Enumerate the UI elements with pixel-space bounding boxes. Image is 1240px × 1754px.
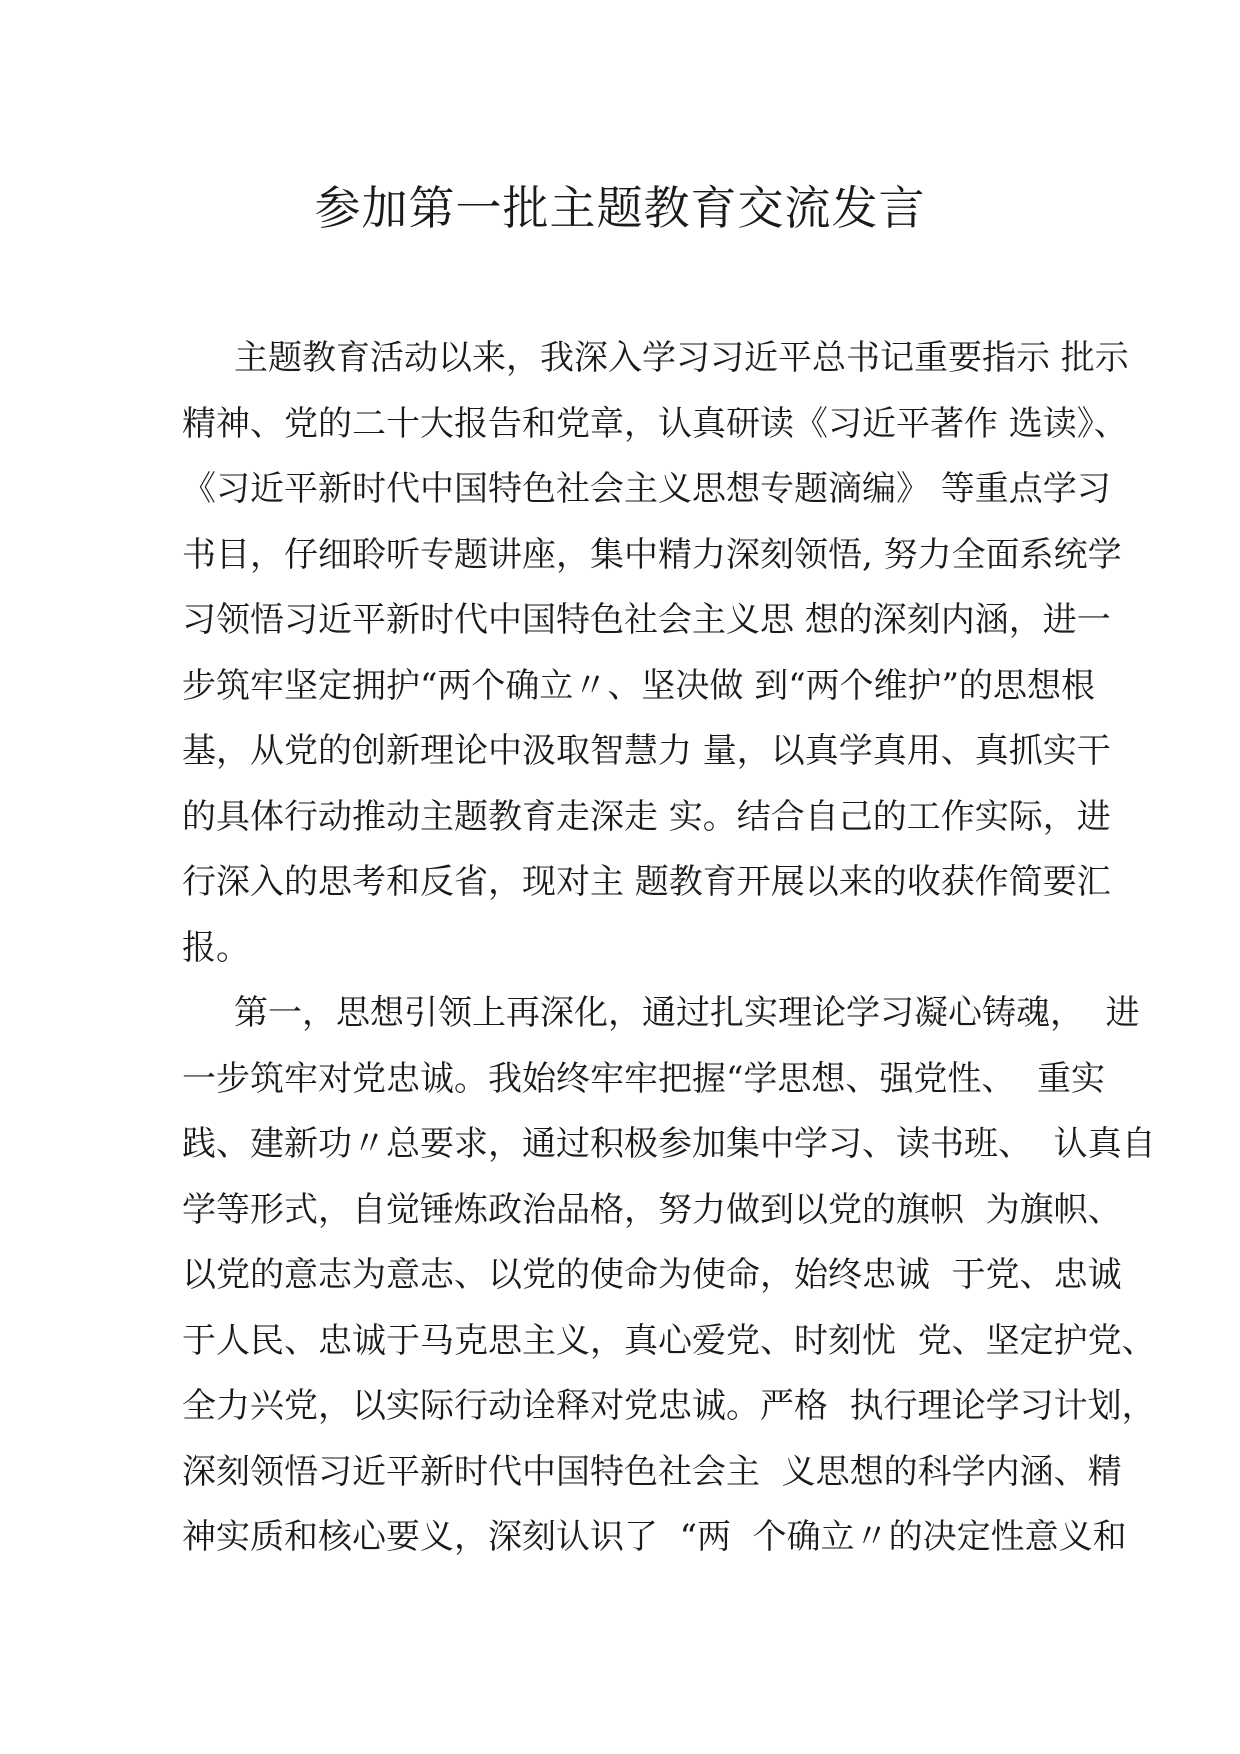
paragraph-line: 书目，仔细聆听专题讲座，集中精力深刻领悟, 努力全面系统学 [182,534,1122,575]
paragraph-line: 深刻领悟习近平新时代中国特色社会主 义思想的科学内涵、精 [182,1451,1122,1492]
paragraph-line: 行深入的思考和反省，现对主 题教育开展以来的收获作简要汇 [182,862,1111,902]
paragraph-line: 以党的意志为意志、以党的使命为使命，始终忠诚 于党、忠诚 [182,1255,1122,1295]
paragraph-line: 全力兴党，以实际行动诠释对党忠诚。严格 执行理论学习计划， [182,1386,1156,1426]
paragraph-line: 第一，思想引领上再深化，通过扎实理论学习凝心铸魂， 进 [234,993,1140,1033]
paragraph-intro [182,326,1129,981]
paragraph-line: 习领悟习近平新时代中国特色社会主义思 想的深刻内涵，进一 [182,600,1111,640]
paragraph-line: 精神、党的二十大报告和党章，认真研读《习近平著作 选读》、 [182,403,1128,444]
paragraph-line: 步筑牢坚定拥护“两个确立〃、坚决做 到“两个维护”的思想根 [182,665,1095,706]
paragraph-line: 的具体行动推动主题教育走深走 实。结合自己的工作实际，进 [182,796,1111,837]
paragraph-line: 主题教育活动以来，我深入学习习近平总书记重要指示 批示 [234,338,1129,378]
paragraph-line: 《习近平新时代中国特色社会主义思想专题滴编》 等重点学习 [182,469,1111,509]
paragraph-first-point [182,981,1156,1571]
paragraph-line: 基，从党的创新理论中汲取智慧力 量，以真学真用、真抓实干 [182,731,1111,771]
paragraph-line: 一步筑牢对党忠诚。我始终牢牢把握“学思想、强党性、 重实 [182,1058,1105,1099]
document-title: 参加第一批主题教育交流发言 [314,181,926,235]
paragraph-line: 践、建新功〃总要求，通过积极参加集中学习、读书班、 认真自 [182,1124,1156,1164]
paragraph-line: 于人民、忠诚于马克思主义，真心爱党、时刻忧 党、坚定护党、 [182,1320,1156,1361]
paragraph-line: 报。 [182,927,250,968]
paragraph-line: 学等形式，自觉锤炼政治品格，努力做到以党的旗帜 为旗帜、 [182,1189,1122,1230]
document-body [182,326,1156,1571]
paragraph-line: 神实质和核心要义，深刻认识了 “两 个确立〃的决定性意义和 [182,1517,1127,1557]
